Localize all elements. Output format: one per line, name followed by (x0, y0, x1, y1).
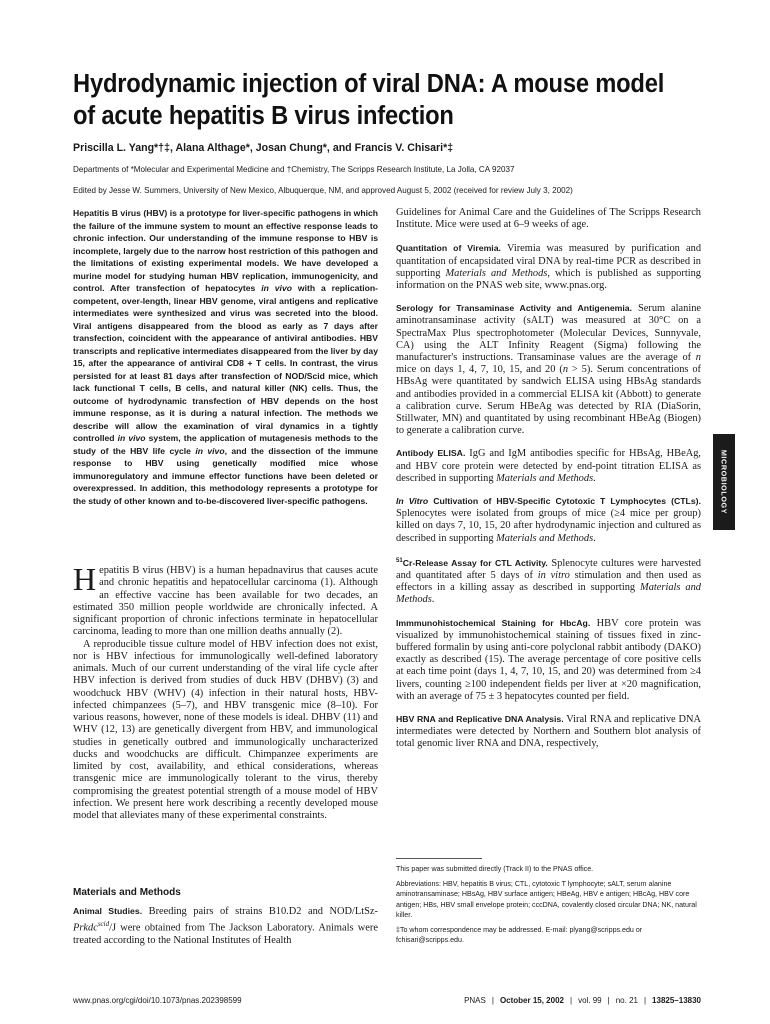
page-range: 13825–13830 (652, 996, 701, 1005)
journal-name: PNAS (464, 996, 486, 1005)
affiliations: Departments of *Molecular and Experimental Medicine and †Chemistry, The Scripps Research Institute, La Jolla, CA 92037 (73, 165, 515, 174)
gene-name: Prkdc (73, 922, 98, 934)
ctl-text-1: Splenocytes were isolated from groups of mice (≥4 mice per group) killed on days 7, 10, 15, 20 after hydrodynamic injection and cultured as described in supporting (396, 508, 701, 544)
footnotes (396, 864, 701, 950)
abstract (73, 207, 378, 507)
continued-paragraph: Guidelines for Animal Care and the Guidelines of The Scripps Research Institute. Mice were used at 6–9 weeks of age. (396, 207, 701, 231)
abstract-italic-2: in vivo (117, 433, 146, 443)
journal-citation: PNAS | October 15, 2002 | vol. 99 | no. 21 | 13825–13830 (464, 996, 701, 1005)
ihc-text: HBV core protein was visualized by immunohistochemical staining of tissues fixed in zinc-buffered formalin by using anti-core polyclonal rabbit antibody (DAKO) exactly as described (15). The average percentage of core positive cells at each time point (days 1, 4, 7, 10, 15, and 20) was determined from ≥4 livers, counting ≥100 independent fields per liver at ×20 magnification, with an average of 75 ± 3 hepatocytes counted per field. (396, 617, 701, 702)
edited-by-line: Edited by Jesse W. Summers, University of New Mexico, Albuquerque, NM, and approved August 5, 2002 (received for review July 3, 2002) (73, 186, 573, 195)
right-column (396, 207, 701, 761)
abstract-italic-3: in vivo (195, 445, 225, 456)
serology-n-2: n (562, 364, 569, 376)
run-in-heading (396, 558, 548, 568)
ctl-paragraph (396, 495, 701, 545)
serology-paragraph (396, 302, 701, 437)
footnote-abbreviations: Abbreviations: HBV, hepatitis B virus; CTL, cytotoxic T lymphocyte; sALT, serum alanine aminotransaminase; HBsAg, HBV surface antigen; HBeAg, HBV e antigen; HBcAg, HBV core antigen; HBs, HBV small envelope protein; cccDNA, covalently closed circular DNA; NK, natural killer. (396, 880, 697, 919)
viremia-italic: Materials and Methods (445, 267, 548, 279)
abstract-text-3: system, the application of mutagenesis methods to the study of the HBV life cycle (73, 433, 378, 456)
cr-italic-2: Materials and Methods (396, 582, 701, 606)
animal-text-1: Breeding pairs of strains B10.D2 and NOD/LtSz- (142, 906, 379, 917)
ctl-head-text: Cultivation of HBV-Specific Cytotoxic T Lymphocytes (CTLs). (428, 496, 701, 507)
antibody-text-1: IgG and IgM antibodies specific for HBsAg, HBeAg, and HBV core protein were detected by end-point titration ELISA as described in supporting (396, 448, 701, 484)
viremia-paragraph (396, 242, 701, 292)
animal-text-2: /J were obtained from The Jackson Laboratory. Animals were treated according to the National Institutes of Health (73, 922, 378, 947)
serology-text-1: Serum alanine aminotransaminase activity (sALT) was measured at 30°C on a SpectraMax Plus spectrophotometer (Molecular Devices, Sunnyvale, CA) using the ALT Infinity Reagent (Sigma) following the manufacturer's instructions. Transaminase values are the average of (396, 303, 702, 364)
section-heading-methods: Materials and Methods (73, 887, 181, 898)
volume: vol. 99 (578, 996, 602, 1005)
antibody-text-2: . (593, 472, 596, 484)
antibody-paragraph (396, 447, 701, 485)
footnote-submitted: This paper was submitted directly (Track II) to the PNAS office. (396, 865, 594, 873)
ctl-text-2: . (593, 532, 596, 544)
author-list: Priscilla L. Yang*†‡, Alana Althage*, Josan Chung*, and Francis V. Chisari*‡ (73, 142, 454, 154)
rna-text: Viral RNA and replicative DNA intermediates were detected by Northern and Southern blot analysis of total genomic liver RNA and DNA, respectively, (396, 714, 701, 750)
run-in-heading: Immmunohistochemical Staining for HbcAg. (396, 617, 591, 628)
cr-text-3: . (431, 594, 435, 606)
animal-studies-paragraph (73, 905, 378, 947)
isotope-superscript: 51 (396, 557, 403, 564)
intro-text-1: epatitis B virus (HBV) is a human hepadnavirus that causes acute and chronic hepatitis and hepatocellular carcinoma (1). Although an effective vaccine has been available for two decades, an estimated 350 million people worldwide are chronically infected. A significant proportion of chronic infections terminate in hepatocellular carcinoma, leading to more than one million deaths annually (2). (73, 565, 378, 638)
section-tab-label: MICROBIOLOGY (719, 449, 729, 515)
footnote-correspondence: ‡To whom correspondence may be addressed. E-mail: plyang@scripps.edu or fchisari@scripps.edu. (396, 926, 643, 945)
run-in-heading (396, 496, 701, 506)
rna-paragraph (396, 713, 701, 751)
serology-n-1: n (695, 352, 701, 364)
run-in-heading: Animal Studies. (73, 906, 143, 916)
issue-number: no. 21 (615, 996, 638, 1005)
intro-paragraph-2: A reproducible tissue culture model of HBV infection does not exist, nor is HBV infectious for immunologically well-defined laboratory animals. Much of our current understanding of the viral life cycle after HBV infection is derived from studies of duck HBV (DHBV) (3) and woodchuck HBV (WHV) (4) infection in their natural hosts, HBV-infected chimpanzees (5–7), and HBV transgenic mice (8–10). For various reasons, however, none of these models is ideal. DHBV (11) and WHV (12, 13) are genetically divergent from HBV, and immunological studies in genetically outbred and immunologically uncharacterized ducks and woodchucks are difficult. Chimpanzee experiments are limited by cost, availability, and ethical considerations, whereas transgenic mice are immunologically tolerant to the virus, thereby compromising the greatest potential strength of a mouse model of HBV infection. We present here work describing a recently developed mouse model that alleviates many of these experimental constraints. (73, 638, 378, 821)
intro-paragraph-1 (73, 561, 378, 639)
run-in-heading: Serology for Transaminase Activity and Antigenemia. (396, 303, 633, 314)
serology-text-3: > 5). Serum concentrations of HBsAg were quantitated by sandwich ELISA using HBsAg standards and antibodies provided in a commercial ELISA kit (Abbott) to generate a calibration curve. Serum HBeAg was detected by RIA (DiaSorin, Stillwater, MN) and quantitated by using recombinant HBeAg (Biogen) to generate a calibration curve. (396, 364, 701, 437)
ctl-head-italic: In Vitro (396, 496, 429, 507)
introduction (73, 561, 378, 822)
viremia-text-1: Viremia was measured by purification and quantitation of encapsidated viral DNA by real-time PCR as described in supporting (396, 243, 702, 279)
issue-date: October 15, 2002 (499, 996, 564, 1005)
cr-head-text: Cr-Release Assay for CTL Activity. (402, 557, 548, 568)
gene-superscript: scid (97, 920, 110, 929)
footnote-divider (396, 858, 482, 859)
antibody-italic: Materials and Methods (496, 472, 594, 484)
section-tab (713, 434, 735, 530)
run-in-heading: Antibody ELISA. (396, 448, 466, 459)
abstract-text-1: Hepatitis B virus (HBV) is a prototype for liver-specific pathogens in which the failure of the immune system to mount an effective response leads to chronic infection. Our understanding of the immune response to HBV is incomplete, largely due to the narrow host restriction of this pathogen and the limitations of existing experimental models. We have developed a murine model for studying human HBV replication, immunogenicity, and control. After transfection of hepatocytes (73, 208, 378, 293)
run-in-heading: HBV RNA and Replicative DNA Analysis. (396, 714, 564, 724)
drop-cap: H (73, 561, 97, 597)
run-in-heading: Quantitation of Viremia. (396, 243, 501, 254)
abstract-text-4: , and the dissection of the immune response to HBV using genetically modified mice whose immunoregulatory and immune effector functions have been deleted or overexpressed. In addition, this methodology represents a prototype for the study of other known and to-be-discovered liver-specific pathogens. (73, 445, 378, 506)
viremia-text-2: , which is published as supporting information on the PNAS web site, www.pnas.org. (396, 267, 701, 292)
cr-release-paragraph (396, 555, 701, 607)
cr-text-2: stimulation and then used as effectors in a killing assay as described in supporting (396, 569, 702, 594)
abstract-italic-1: in vivo (261, 283, 292, 293)
ihc-paragraph (396, 617, 701, 703)
article-title: Hydrodynamic injection of viral DNA: A mouse model of acute hepatitis B virus infection (73, 70, 665, 130)
abstract-text-2: with a replication-competent, over-length, linear HBV genome, viral antigens and replicative intermediates were synthesized and virus was secreted into the blood. Viral antigens disappeared from the blood as early as 7 days after transfection, coincident with the appearance of antiviral antibodies. HBV transcripts and replicative intermediates disappeared from the liver by day 15, after the appearance of antiviral CD8 + T cells. In contrast, the virus persisted for at least 81 days after transfection of NOD/Scid mice, which lack functional T cells, B cells, and natural killer (NK) cells. Thus, the outcome of hydrodynamic transfection of HBV depends on the host immune response, as it is during a natural infection. The methods we describe will allow the examination of viral dynamics in a tightly controlled (73, 283, 378, 443)
doi-link[interactable]: www.pnas.org/cgi/doi/10.1073/pnas.202398599 (73, 996, 242, 1005)
serology-text-2: mice on days 1, 4, 7, 10, 15, and 20 ( (396, 364, 563, 376)
cr-italic-1: in vitro (537, 569, 570, 581)
ctl-italic: Materials and Methods (496, 532, 594, 544)
cr-text-1: Splenocyte cultures were harvested and quantitated after 5 days of (396, 557, 702, 581)
